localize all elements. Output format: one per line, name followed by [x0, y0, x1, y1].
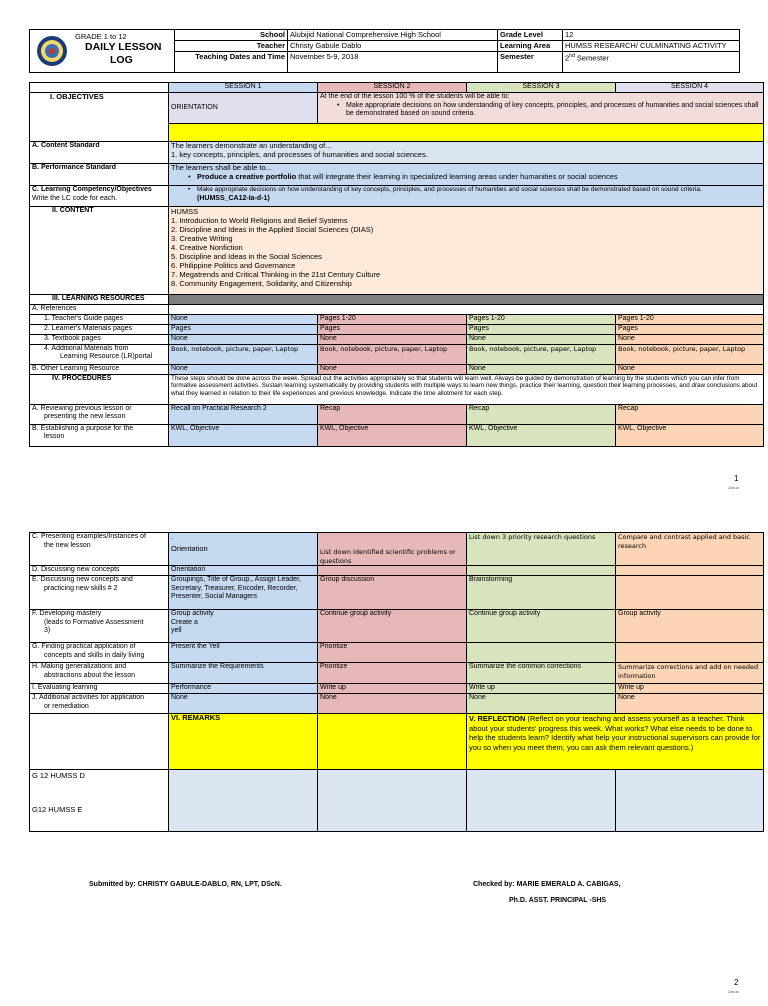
sections-s4 — [616, 770, 764, 832]
evaluating-learning-s1: Performance — [169, 684, 318, 694]
content-line: 1. Introduction to World Religions and Belief Systems — [171, 216, 348, 225]
other-resource-s1: None — [169, 364, 318, 374]
session-3-header: SESSION 3 — [467, 83, 616, 93]
dates-value: November 5-9, 2018 — [288, 52, 498, 73]
reflection-title: V. REFLECTION — [469, 714, 526, 723]
practical-application-s1: Present the Yell — [169, 643, 318, 663]
additional-activities-s1: None — [169, 694, 318, 714]
teachers-guide-label: 1. Teacher's Guide pages — [30, 314, 169, 324]
practical-application-s4 — [616, 643, 764, 663]
other-resource-label: B. Other Learning Resource — [30, 364, 169, 374]
teacher-label: Teacher — [175, 41, 288, 52]
additional-activities-s2: None — [318, 694, 467, 714]
reviewing-lesson-s2: Recap — [318, 404, 467, 424]
checked-by: Checked by: MARIE EMERALD A. CABIGAS, — [473, 881, 621, 888]
presenting-examples-s1-dot: . — [171, 532, 174, 541]
other-resource-s3: None — [467, 364, 616, 374]
teacher-value: Christy Gabule Dablo — [288, 41, 498, 52]
competency-value — [169, 186, 764, 207]
dll-table-page1 — [29, 82, 764, 447]
developing-mastery-label-line2: (leads to Formative Assessment — [44, 618, 144, 626]
header-table — [29, 29, 740, 73]
header-logo-cell — [30, 30, 175, 73]
grade-level-label: Grade Level — [498, 30, 563, 41]
learning-resources-label: III. LEARNING RESOURCES — [30, 295, 169, 305]
additional-materials-label-line1: 4. Additional Materials from — [44, 344, 129, 352]
developing-mastery-label — [30, 610, 169, 643]
content-line: 7. Megatrends and Critical Thinking in the 21st Century Culture — [171, 270, 381, 279]
presenting-examples-label-line2: the new lesson — [44, 541, 91, 549]
additional-activities-label — [30, 694, 169, 714]
objectives-sessions-2-4 — [318, 93, 764, 124]
additional-activities-s3: None — [467, 694, 616, 714]
presenting-examples-label-line1: C. Presenting examples/Instances of — [32, 533, 147, 540]
school-label: School — [175, 30, 288, 41]
developing-mastery-label-line1: F. Developing mastery — [32, 610, 102, 617]
textbook-s2: None — [318, 334, 467, 344]
generalizations-label — [30, 663, 169, 684]
practical-application-label — [30, 643, 169, 663]
discussing-skills-label — [30, 576, 169, 610]
remarks-s2 — [318, 714, 467, 770]
establishing-purpose-s4: KWL, Objective — [616, 424, 764, 446]
dll-table-page2 — [29, 532, 764, 832]
additional-materials-s3: Book, notebook, picture, paper, Laptop — [467, 344, 616, 364]
reviewing-lesson-s3: Recap — [467, 404, 616, 424]
discussing-skills-s4 — [616, 576, 764, 610]
presenting-examples-s2: List down identified scientific problems or questions — [318, 533, 467, 566]
sections-cell — [30, 770, 169, 832]
learners-materials-s2: Pages — [318, 324, 467, 334]
competency-label-line1: C. Learning Competency/Objectives — [32, 186, 152, 193]
reflection-text: (Reflect on your teaching and assess yourself as a teacher. Think about your students' progress this week. What works? What else needs to be done to help the students learn? Identify what help your instructional supervisors can provide for you so when you meet them, you can ask them relevant questions.) — [469, 714, 761, 752]
presenting-examples-s1-text: Orientation — [171, 543, 208, 553]
school-value: Alubijid National Comprehensive High School — [288, 30, 498, 41]
procedures-label: IV. PROCEDURES — [30, 374, 169, 404]
additional-activities-label-line1: J. Additional activities for application — [32, 694, 145, 701]
additional-activities-s4: None — [616, 694, 764, 714]
procedures-text: These steps should be done across the week. Spread out the activities appropriately so that students will learn well. Always be guided by demonstration of learning by the students which you can infer from formative assessment activities. Sustain learning systematically by providing students with multiple ways to learn new things, practice their learning, question their learning processes, and draw conclusions about what they learned in relation to their life experiences and previous knowledge. Indicate the time allotment for each step. — [169, 374, 764, 404]
additional-materials-s4: Book, notebook, picture, paper, Laptop — [616, 344, 764, 364]
developing-mastery-s1-line3: yell — [171, 627, 182, 634]
competency-bullet: • Make appropriate decisions on how understanding of key concepts, principles, and processes of humanities and social sciences shall be demonstrated based on sound criteria. — [183, 186, 761, 195]
reviewing-lesson-label-line1: A. Reviewing previous lesson or — [32, 404, 132, 412]
objectives-bullet: • Make appropriate decisions on how understanding of key concepts, principles, and processes of humanities and social sciences shall be demonstrated based on sound criteria. — [332, 102, 761, 119]
content-label: II. CONTENT — [30, 207, 169, 295]
learning-area-value: HUMSS RESEARCH/ CULMINATING ACTIVITY — [563, 41, 740, 52]
objectives-session1: ORIENTATION — [169, 93, 318, 124]
developing-mastery-s2: Continue group activity — [318, 610, 467, 643]
dll-title-line2: LOG — [110, 54, 133, 66]
references-blank — [169, 305, 764, 315]
presenting-examples-s1 — [169, 533, 318, 566]
content-line: HUMSS — [171, 207, 199, 216]
content-list — [169, 207, 764, 295]
competency-label-line2: Write the LC code for each. — [32, 194, 118, 202]
developing-mastery-s1-line2: Create a — [171, 618, 198, 626]
semester-value: 2nd Semester — [563, 52, 740, 73]
content-standard-value — [169, 142, 764, 164]
discussing-skills-label-line1: E. Discussing new concepts and — [32, 576, 133, 583]
learning-resources-gray-band — [169, 295, 764, 305]
practical-application-s3 — [467, 643, 616, 663]
content-standard-label: A. Content Standard — [30, 142, 169, 164]
presenting-examples-s4: Compare and contrast applied and basic research — [616, 533, 764, 566]
learners-materials-s1: Pages — [169, 324, 318, 334]
textbook-s1: None — [169, 334, 318, 344]
developing-mastery-label-line3: 3) — [44, 627, 51, 634]
presenting-examples-label — [30, 533, 169, 566]
practical-application-label-line1: G. Finding practical application of — [32, 643, 136, 650]
section-humss-e: G12 HUMSS E — [32, 804, 83, 814]
content-standard-line1: The learners demonstrate an understanding of... — [171, 141, 332, 150]
semester-label: Semester — [498, 52, 563, 73]
performance-standard-bullet: • Produce a creative portfolio that will integrate their learning in specialized learning areas under humanities or social sciences — [183, 173, 761, 182]
discussing-skills-s1: Groupings, Title of Group., Assign Leader, Secretary, Treasurer, Encoder, Recorder, Presenter, Social Managers — [169, 576, 318, 610]
learners-materials-s4: Pages — [616, 324, 764, 334]
remarks-blank-label — [30, 714, 169, 770]
sections-s3 — [467, 770, 616, 832]
objectives-intro: At the end of the lesson 100 % of the students will be able to: — [320, 93, 510, 100]
content-line: 2. Discipline and Ideas in the Applied Social Sciences (DIAS) — [171, 225, 374, 234]
discussing-skills-label-line2: practicing new skills # 2 — [44, 584, 118, 592]
content-line: 6. Philippine Politics and Governance — [171, 261, 296, 270]
content-line: 8. Community Engagement, Solidarity, and Citizenship — [171, 279, 352, 288]
content-standard-line2: 1. key concepts, principles, and processes of humanities and social sciences. — [171, 149, 428, 159]
session-2-header: SESSION 2 — [318, 83, 467, 93]
content-line: 3. Creative Writing — [171, 234, 233, 243]
discussing-concepts-s2 — [318, 566, 467, 576]
teachers-guide-s1: None — [169, 314, 318, 324]
presenting-examples-s3: List down 3 priority research questions — [467, 533, 616, 566]
discussing-concepts-label: D. Discussing new concepts — [30, 566, 169, 576]
generalizations-s4: Summarize corrections and add on needed information — [616, 663, 764, 684]
learners-materials-s3: Pages — [467, 324, 616, 334]
establishing-purpose-label-line2: lesson — [44, 433, 65, 440]
learning-area-label: Learning Area — [498, 41, 563, 52]
objectives-label: I. OBJECTIVES — [30, 93, 169, 142]
watermark-2: 2ckl.dv — [728, 990, 739, 994]
discussing-concepts-s1: Orientation — [169, 566, 318, 576]
teachers-guide-s2: Pages 1-20 — [318, 314, 467, 324]
watermark-1: 2ckl.dv — [728, 486, 739, 490]
generalizations-s1: Summarize the Requirements — [169, 663, 318, 684]
discussing-concepts-s3 — [467, 566, 616, 576]
practical-application-label-line2: concepts and skills in daily living — [44, 651, 145, 659]
establishing-purpose-label — [30, 424, 169, 446]
competency-label — [30, 186, 169, 207]
reflection-cell — [467, 714, 764, 770]
grade-level-value: 12 — [563, 30, 740, 41]
textbook-s3: None — [467, 334, 616, 344]
teachers-guide-s4: Pages 1-20 — [616, 314, 764, 324]
additional-activities-label-line2: or remediation — [44, 702, 89, 710]
page-number-1: 1 — [734, 474, 739, 483]
teachers-guide-s3: Pages 1-20 — [467, 314, 616, 324]
session-4-header: SESSION 4 — [616, 83, 764, 93]
generalizations-label-line1: H. Making generalizations and — [32, 663, 127, 670]
learners-materials-label: 2. Learner's Materials pages — [30, 324, 169, 334]
competency-code: (HUMSS_CA12-Ia-d-1) — [197, 194, 270, 202]
dll-title-line1: DAILY LESSON — [85, 41, 162, 53]
deped-seal-icon — [36, 35, 68, 67]
session-1-header: SESSION 1 — [169, 83, 318, 93]
developing-mastery-s4: Group activity — [616, 610, 764, 643]
performance-standard-value — [169, 164, 764, 186]
performance-standard-line1: The learners shall be able to... — [171, 163, 272, 172]
other-resource-s4: None — [616, 364, 764, 374]
establishing-purpose-s3: KWL, Objective — [467, 424, 616, 446]
discussing-skills-s2: Group discussion — [318, 576, 467, 610]
developing-mastery-s1 — [169, 610, 318, 643]
additional-materials-s2: Book, notebook, picture, paper, Laptop — [318, 344, 467, 364]
reviewing-lesson-label-line2: presenting the new lesson — [44, 413, 126, 420]
section-humss-d: G 12 HUMSS D — [32, 771, 85, 780]
establishing-purpose-s1: KWL, Objective — [169, 424, 318, 446]
generalizations-s3: Summarize the common corrections — [467, 663, 616, 684]
reviewing-lesson-s1: Recall on Practical Research 2 — [169, 404, 318, 424]
dates-label: Teaching Dates and Time — [175, 52, 288, 73]
content-line: 5. Discipline and Ideas in the Social Sciences — [171, 252, 322, 261]
generalizations-s2: Prioritize — [318, 663, 467, 684]
references-label: A. References — [30, 305, 169, 315]
generalizations-label-line2: abstractions about the lesson — [44, 671, 136, 679]
grade-range: GRADE 1 to 12 — [75, 32, 127, 41]
additional-materials-s1: Book, notebook, picture, paper, Laptop — [169, 344, 318, 364]
content-line: 4. Creative Nonfiction — [171, 243, 243, 252]
evaluating-learning-s2: Write up — [318, 684, 467, 694]
other-resource-s2: None — [318, 364, 467, 374]
reviewing-lesson-s4: Recap — [616, 404, 764, 424]
evaluating-learning-label: I. Evaluating learning — [30, 684, 169, 694]
additional-materials-label-line2: Learning Resource (LR)portal — [60, 353, 153, 360]
establishing-purpose-label-line1: B. Establishing a purpose for the — [32, 424, 134, 432]
page-number-2: 2 — [734, 978, 739, 987]
checked-by-title: Ph.D. ASST. PRINCIPAL -SHS — [509, 897, 607, 904]
textbook-label: 3. Textbook pages — [30, 334, 169, 344]
textbook-s4: None — [616, 334, 764, 344]
sections-s1 — [169, 770, 318, 832]
discussing-skills-s3: Brainstorming — [467, 576, 616, 610]
developing-mastery-s3: Continue group activity — [467, 610, 616, 643]
sections-s2 — [318, 770, 467, 832]
remarks-label: VI. REMARKS — [169, 714, 318, 770]
session-header-blank — [30, 83, 169, 93]
evaluating-learning-s3: Write up — [467, 684, 616, 694]
establishing-purpose-s2: KWL, Objective — [318, 424, 467, 446]
practical-application-s2: Prioritize — [318, 643, 467, 663]
evaluating-learning-s4: Write up — [616, 684, 764, 694]
performance-standard-label: B. Performance Standard — [30, 164, 169, 186]
discussing-concepts-s4 — [616, 566, 764, 576]
reviewing-lesson-label — [30, 404, 169, 424]
submitted-by: Submitted by: CHRISTY GABULE-DABLO, RN, LPT, DScN. — [89, 881, 282, 888]
objectives-yellow-band — [169, 124, 764, 142]
developing-mastery-s1-line1: Group activity — [171, 610, 214, 617]
additional-materials-label — [30, 344, 169, 364]
